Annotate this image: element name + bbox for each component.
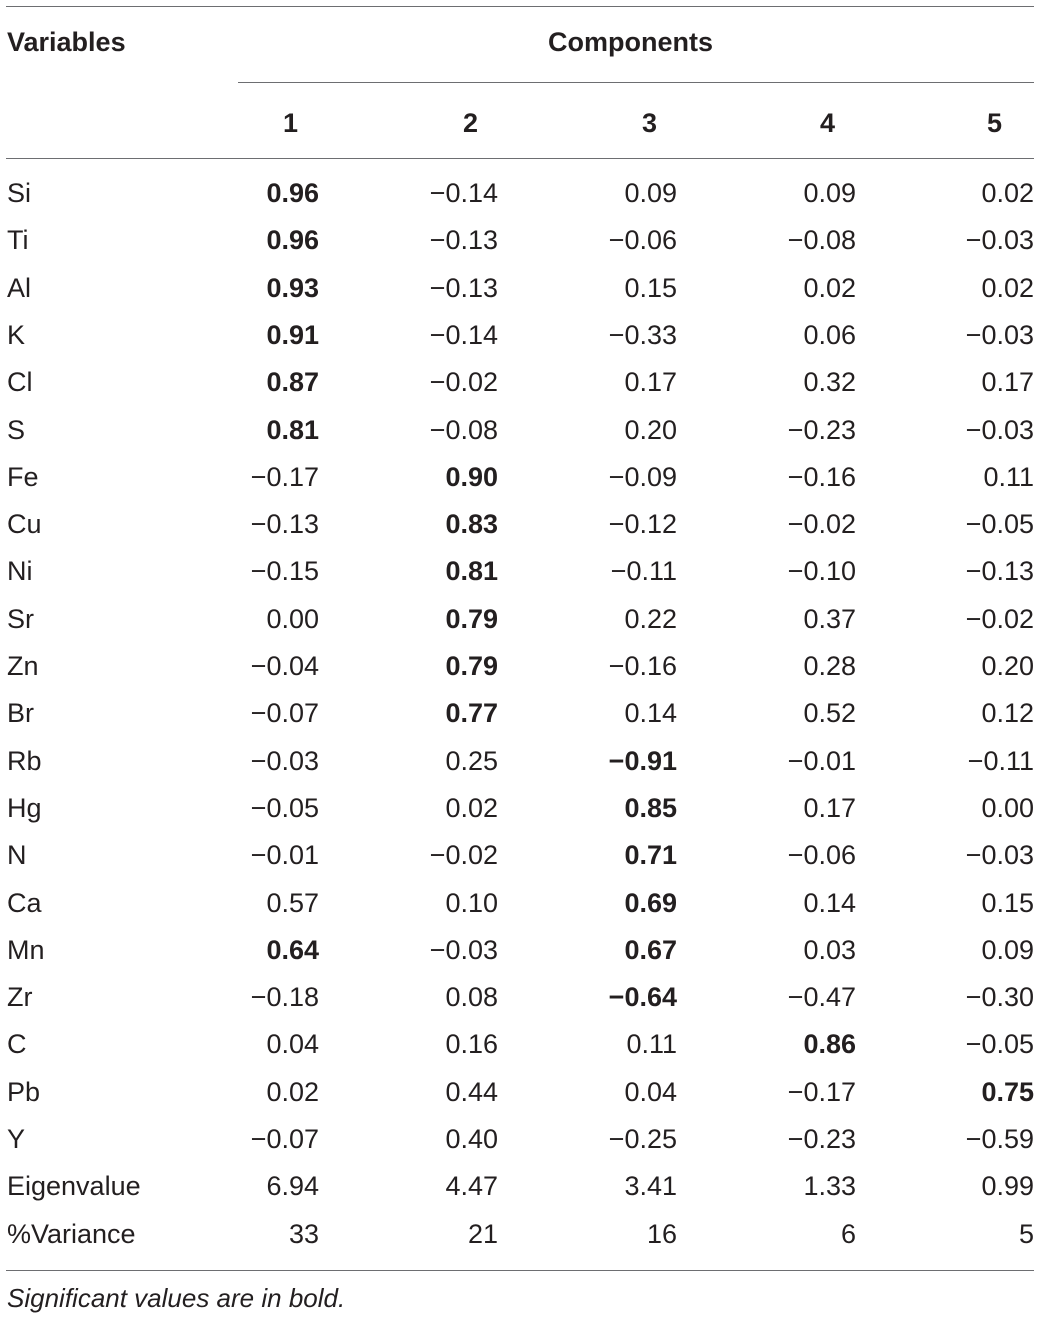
loading-cell: 0.20 (624, 414, 677, 445)
loading-cell: 0.86 (803, 1029, 856, 1060)
table-row (0, 509, 1040, 556)
table-row (0, 556, 1040, 603)
component-number-4: 4 (819, 108, 835, 138)
loading-cell: 0.02 (266, 1076, 319, 1107)
row-label: Hg (7, 792, 42, 823)
loading-cell: 0.81 (445, 556, 498, 587)
loading-cell: −0.01 (787, 745, 856, 776)
loading-cell: 0.03 (803, 934, 856, 965)
loading-cell: 0.09 (803, 178, 856, 208)
loading-cell: 33 (288, 1218, 319, 1249)
row-label: Y (7, 1124, 26, 1154)
table-row (0, 840, 1040, 887)
loading-cell: −0.64 (608, 982, 677, 1013)
loading-cell: 6 (840, 1218, 856, 1249)
loading-cell: 0.79 (445, 651, 498, 681)
header-rule (6, 158, 1034, 159)
loading-cell: 0.40 (445, 1124, 498, 1154)
loading-cell: −0.03 (965, 414, 1034, 445)
loading-cell: 0.99 (981, 1171, 1034, 1202)
component-number-1: 1 (282, 108, 298, 138)
loading-cell: −0.13 (250, 509, 319, 540)
loading-cell: 3.41 (624, 1171, 677, 1202)
loading-cell: 0.91 (266, 319, 319, 350)
loading-cell: 21 (467, 1218, 498, 1249)
row-label: Zr (7, 982, 33, 1013)
loading-cell: −0.08 (787, 225, 856, 256)
loading-cell: −0.05 (250, 792, 319, 823)
loading-cell: 0.04 (624, 1076, 677, 1107)
loading-cell: 0.15 (981, 887, 1034, 918)
loading-cell: 0.02 (445, 792, 498, 823)
loading-cell: 0.83 (445, 509, 498, 540)
table-row (0, 320, 1040, 367)
loading-cell: 0.12 (981, 698, 1034, 729)
loading-cell: −0.11 (610, 556, 677, 587)
row-label: Ti (7, 225, 29, 256)
loading-cell: 0.09 (981, 934, 1034, 965)
loading-cell: −0.59 (965, 1124, 1034, 1154)
table-row (0, 1124, 1040, 1171)
component-number-2: 2 (462, 108, 478, 138)
loading-cell: −0.18 (250, 982, 319, 1013)
loading-cell: −0.06 (787, 840, 856, 871)
loading-cell: 0.87 (266, 367, 319, 398)
row-label: Si (7, 178, 32, 208)
table-row (0, 273, 1040, 320)
loading-cell: 0.00 (981, 792, 1034, 823)
table-row (0, 1171, 1040, 1218)
loading-cell: 0.02 (803, 272, 856, 303)
loading-cell: 0.57 (266, 887, 319, 918)
loading-cell: −0.13 (429, 272, 498, 303)
loading-cell: 0.06 (803, 319, 856, 350)
loading-cell: −0.02 (429, 840, 498, 871)
table-row (0, 746, 1040, 793)
loading-cell: 0.09 (624, 178, 677, 208)
loading-cell: −0.30 (965, 982, 1034, 1013)
table-row (0, 1077, 1040, 1124)
loading-cell: 5 (1018, 1218, 1034, 1249)
loading-cell: 0.14 (803, 887, 856, 918)
table-row (0, 415, 1040, 462)
row-label: Pb (7, 1076, 41, 1107)
loading-cell: 4.47 (445, 1171, 498, 1202)
loading-cell: 0.96 (266, 178, 319, 208)
loading-cell: −0.05 (965, 1029, 1034, 1060)
loading-cell: 0.02 (981, 178, 1034, 208)
table-footnote: Significant values are in bold. (7, 1283, 346, 1313)
row-label: C (7, 1029, 27, 1060)
loading-cell: −0.15 (250, 556, 319, 587)
loading-cell: −0.09 (608, 461, 677, 492)
loading-cell: −0.07 (250, 1124, 319, 1154)
loading-cell: 0.75 (981, 1076, 1034, 1107)
loading-cell: −0.91 (608, 745, 677, 776)
loading-cell: 0.64 (266, 934, 319, 965)
loading-cell: 0.79 (445, 603, 498, 634)
loading-cell: 0.85 (624, 792, 677, 823)
table-row (0, 462, 1040, 509)
table-row (0, 793, 1040, 840)
loading-cell: 0.02 (981, 272, 1034, 303)
loading-cell: −0.47 (787, 982, 856, 1013)
loading-cell: 0.15 (624, 272, 677, 303)
loading-cell: −0.07 (250, 698, 319, 729)
row-label: S (7, 414, 26, 445)
loading-cell: 0.17 (624, 367, 677, 398)
row-label: Zn (7, 651, 39, 681)
loading-cell: 0.67 (624, 934, 677, 965)
loading-cell: −0.13 (965, 556, 1034, 587)
loading-cell: 0.04 (266, 1029, 319, 1060)
row-label: Eigenvalue (7, 1171, 141, 1202)
loading-cell: −0.12 (608, 509, 677, 540)
row-label: N (7, 840, 27, 871)
loading-cell: 0.14 (624, 698, 677, 729)
row-label: %Variance (7, 1218, 136, 1249)
table-row (0, 1029, 1040, 1076)
table-row (0, 604, 1040, 651)
loading-cell: −0.06 (608, 225, 677, 256)
loading-cell: −0.01 (250, 840, 319, 871)
loading-cell: −0.17 (787, 1076, 856, 1107)
bottom-rule (6, 1270, 1034, 1271)
loading-cell: 1.33 (803, 1171, 856, 1202)
loading-cell: 0.44 (445, 1076, 498, 1107)
loading-cell: 0.81 (266, 414, 319, 445)
loading-cell: −0.10 (787, 556, 856, 587)
loading-cell: −0.02 (787, 509, 856, 540)
row-label: Rb (7, 745, 42, 776)
component-number-5: 5 (986, 108, 1002, 138)
row-label: Al (7, 272, 32, 303)
loading-cell: −0.16 (608, 651, 677, 681)
row-label: Ni (7, 556, 33, 587)
table-row (0, 367, 1040, 414)
loading-cell: −0.02 (965, 603, 1034, 634)
loading-cell: 0.17 (803, 792, 856, 823)
row-label: Sr (7, 603, 34, 634)
loading-cell: 0.00 (266, 603, 319, 634)
loading-cell: 0.10 (445, 887, 498, 918)
loading-cell: −0.16 (787, 461, 856, 492)
table-row (0, 935, 1040, 982)
loading-cell: 0.28 (803, 651, 856, 681)
loading-cell: −0.05 (965, 509, 1034, 540)
row-label: Mn (7, 934, 45, 965)
row-label: Br (7, 698, 34, 729)
loading-cell: 0.37 (803, 603, 856, 634)
loading-cell: −0.14 (429, 178, 498, 208)
table-row (0, 1219, 1040, 1266)
loading-cell: 0.08 (445, 982, 498, 1013)
loading-cell: 0.93 (266, 272, 319, 303)
loading-cell: 0.71 (624, 840, 677, 871)
loading-cell: −0.13 (429, 225, 498, 256)
loading-cell: 0.77 (445, 698, 498, 729)
loading-cell: 0.69 (624, 887, 677, 918)
loading-cell: 0.32 (803, 367, 856, 398)
loading-cell: 0.96 (266, 225, 319, 256)
loading-cell: 0.90 (445, 461, 498, 492)
loading-cell: 0.11 (983, 461, 1034, 492)
loading-cell: −0.33 (608, 319, 677, 350)
components-subrule (238, 82, 1034, 83)
loading-cell: −0.03 (250, 745, 319, 776)
loading-cell: −0.02 (429, 367, 498, 398)
row-label: Fe (7, 461, 39, 492)
loading-cell: −0.25 (608, 1124, 677, 1154)
loading-cell: −0.03 (965, 319, 1034, 350)
table-row (0, 178, 1040, 225)
loading-cell: 6.94 (266, 1171, 319, 1202)
loading-cell: −0.04 (250, 651, 319, 681)
row-label: Cl (7, 367, 33, 398)
loading-cell: 0.25 (445, 745, 498, 776)
loading-cell: −0.08 (429, 414, 498, 445)
row-label: Cu (7, 509, 42, 540)
loading-cell: 16 (646, 1218, 677, 1249)
loading-cell: −0.03 (965, 225, 1034, 256)
loading-cell: −0.14 (429, 319, 498, 350)
loading-cell: 0.17 (981, 367, 1034, 398)
table-row (0, 225, 1040, 272)
table-row (0, 982, 1040, 1029)
loading-cell: −0.11 (967, 745, 1034, 776)
table-row (0, 698, 1040, 745)
header-components: Components (548, 27, 713, 57)
table-row (0, 888, 1040, 935)
row-label: K (7, 319, 26, 350)
top-rule (6, 6, 1034, 7)
loading-cell: 0.11 (626, 1029, 677, 1060)
loading-cell: 0.52 (803, 698, 856, 729)
header-variables: Variables (7, 27, 126, 57)
loading-cell: 0.16 (445, 1029, 498, 1060)
loading-cell: 0.20 (981, 651, 1034, 681)
loading-cell: −0.17 (250, 461, 319, 492)
loading-cell: −0.23 (787, 414, 856, 445)
table-row (0, 651, 1040, 698)
loading-cell: 0.22 (624, 603, 677, 634)
row-label: Ca (7, 887, 42, 918)
component-number-3: 3 (641, 108, 657, 138)
loading-cell: −0.03 (429, 934, 498, 965)
loading-cell: −0.23 (787, 1124, 856, 1154)
loading-cell: −0.03 (965, 840, 1034, 871)
